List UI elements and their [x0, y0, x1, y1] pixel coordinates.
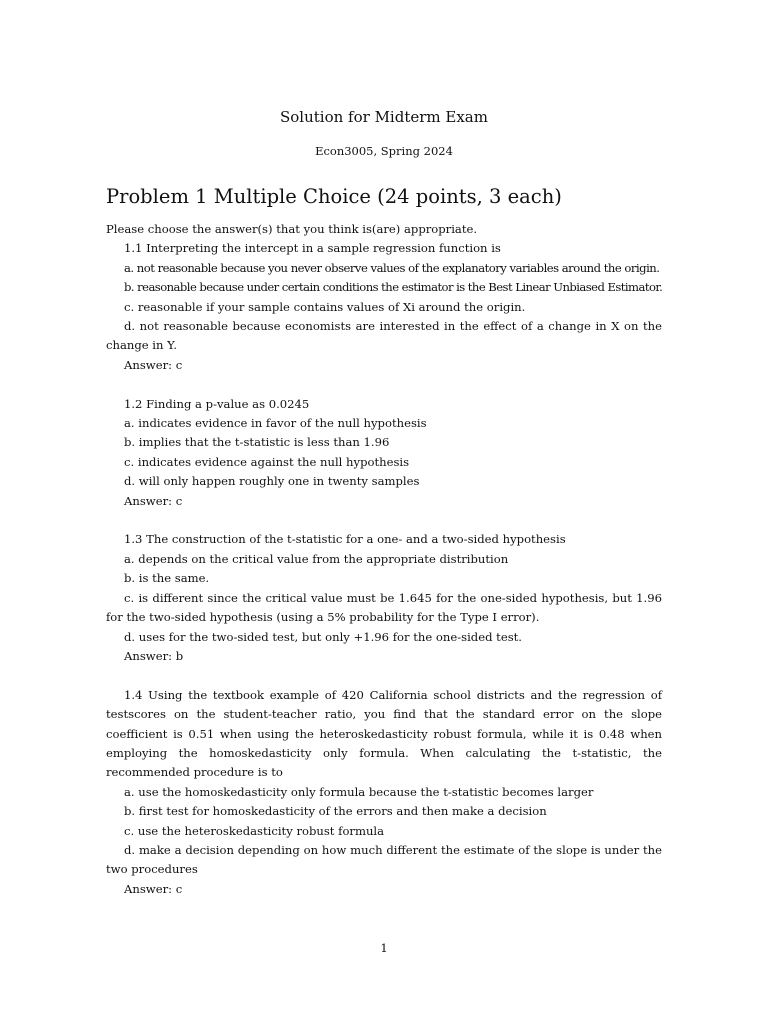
option-a: a. not reasonable because you never observe values of the explanatory variables around the origin.: [124, 260, 660, 275]
option-d: d. make a decision depending on how much different the estimate of the slope is under the two procedures: [106, 842, 662, 877]
question-stem: 1.3 The construction of the t-statistic for a one- and a two-sided hypothesis: [124, 532, 566, 547]
question-stem: 1.1 Interpreting the intercept in a sample regression function is: [124, 241, 501, 256]
problem-body: [106, 220, 662, 899]
option-b: b. is the same.: [124, 571, 210, 586]
instructions: Please choose the answer(s) that you think is(are) appropriate.: [106, 222, 478, 236]
option-a: a. depends on the critical value from the appropriate distribution: [124, 551, 509, 566]
option-b: b. first test for homoskedasticity of the errors and then make a decision: [124, 804, 547, 819]
document-subtitle: Econ3005, Spring 2024: [315, 144, 453, 158]
option-c: c. is different since the critical value must be 1.645 for the one-sided hypothesis, but 1.96 for the two-sided hypothesis (using a 5% probability for the Type I error).: [106, 590, 662, 625]
option-a: a. indicates evidence in favor of the null hypothesis: [124, 416, 427, 431]
option-c: c. indicates evidence against the null hypothesis: [124, 454, 410, 469]
question-stem: 1.2 Finding a p-value as 0.0245: [124, 396, 310, 411]
spacer: [106, 511, 662, 530]
option-a: a. use the homoskedasticity only formula because the t-statistic becomes larger: [124, 784, 594, 799]
answer: Answer: c: [124, 881, 183, 896]
document-title: Solution for Midterm Exam: [280, 108, 488, 126]
page-number: 1: [380, 941, 388, 955]
option-c: c. reasonable if your sample contains values of Xi around the origin.: [124, 299, 526, 314]
option-d: d. not reasonable because economists are interested in the effect of a change in X on the change in Y.: [106, 319, 662, 353]
option-d: d. will only happen roughly one in twenty samples: [124, 474, 420, 489]
answer: Answer: b: [124, 648, 184, 663]
option-c: c. use the heteroskedasticity robust formula: [124, 823, 385, 838]
answer: Answer: c: [124, 493, 183, 508]
problem-heading: Problem 1 Multiple Choice (24 points, 3 each): [106, 185, 562, 208]
question-stem: 1.4 Using the textbook example of 420 California school districts and the regression of testscores on the student-teacher ratio, you find that the standard error on the slope coefficient is 0.51 when using the heteroskedasticity robust formula, while it is 0.48 when employing the homoskedasticity only formula. When calculating the t-statistic, the recommended procedure is to: [106, 687, 662, 780]
option-b: b. reasonable because under certain conditions the estimator is the Best Linear Unbiased Estimator.: [124, 280, 663, 295]
spacer: [106, 666, 662, 685]
option-d: d. uses for the two-sided test, but only +1.96 for the one-sided test.: [124, 629, 522, 644]
spacer: [106, 375, 662, 394]
answer: Answer: c: [124, 357, 183, 372]
option-b: b. implies that the t-statistic is less than 1.96: [124, 435, 390, 450]
